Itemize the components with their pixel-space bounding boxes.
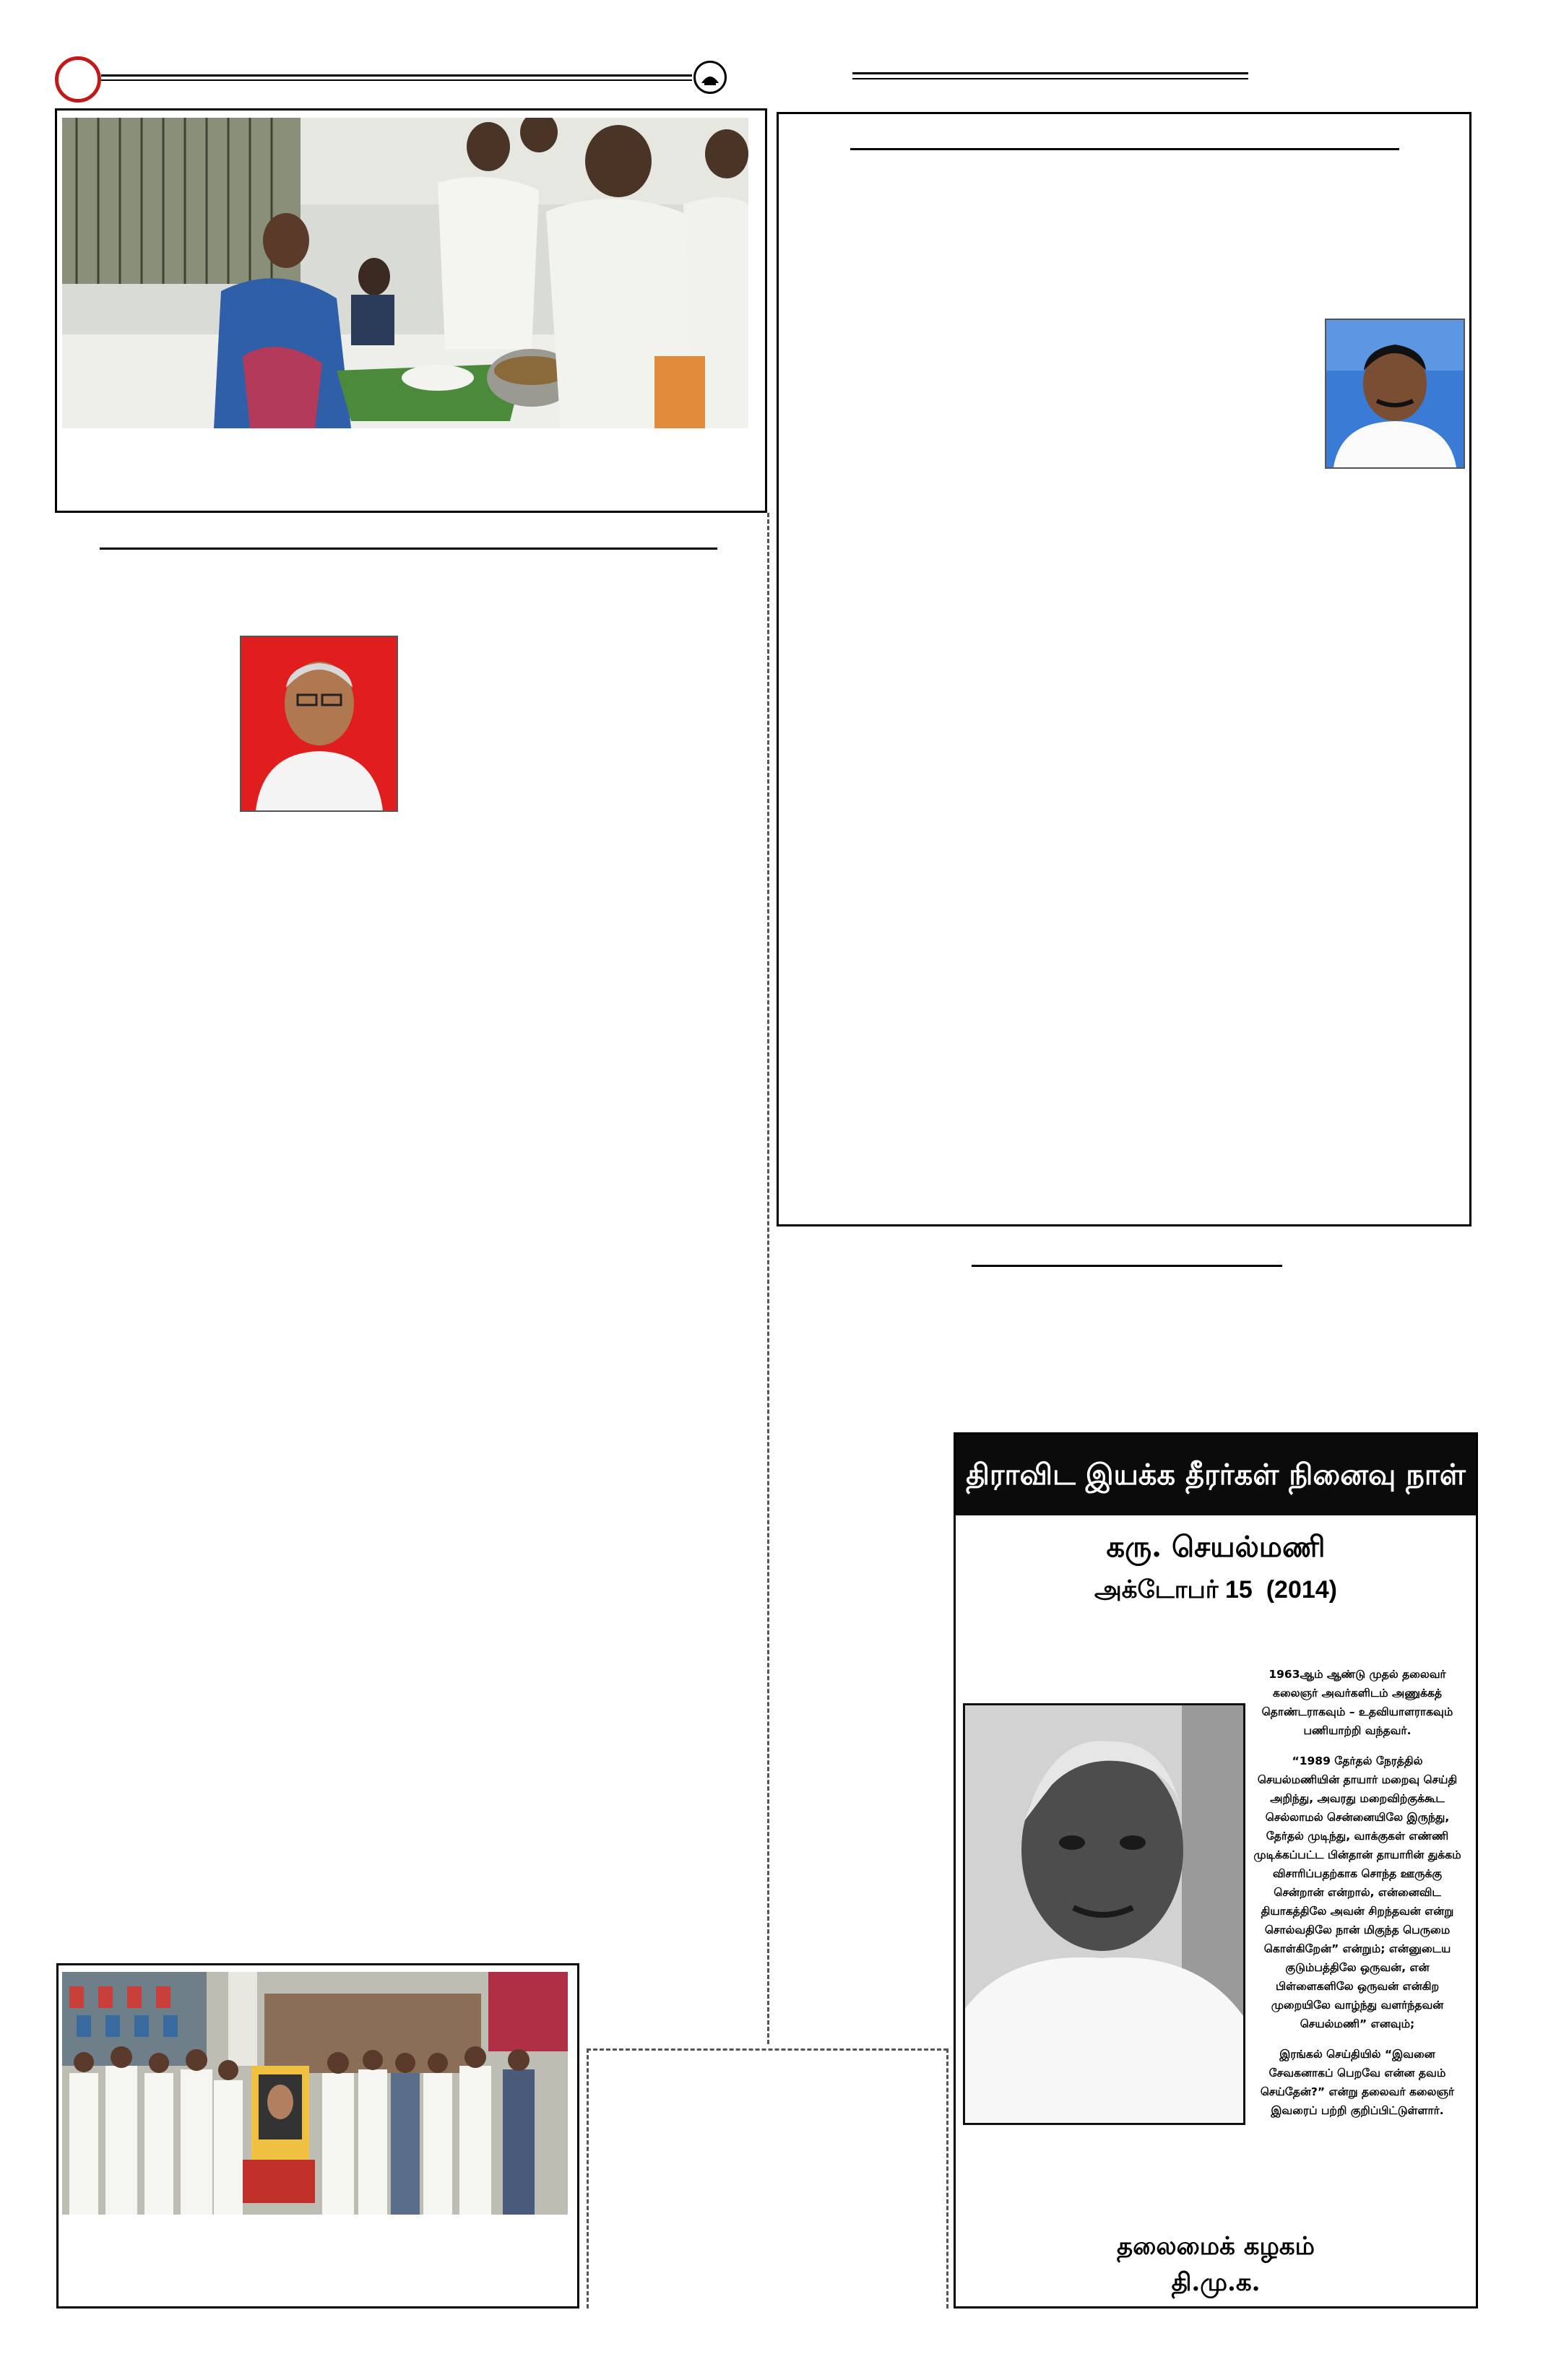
tribute-paragraph-3: இரங்கல் செய்தியில் “இவனை சேவகனாகப் பெறவே என்ன தவம் செய்தேன்?” என்று தலைவர் கலைஞர் இவரைப் பற்றி குறிப்பிட்டுள்ளார். — [1260, 2048, 1455, 2117]
tribute-paragraph-2: “1989 தேர்தல் நேரத்தில் செயல்மணியின் தாயார் மறைவு செய்தி அறிந்து, அவரது மறைவிற்குக்கூட செல்லாமல் சென்னையிலே இருந்து, தேர்தல் முடிந்து, வாக்குகள் எண்ணி முடிக்கப்பட்ட பின்தான் தாயாரின் துக்கம் விசாரிப்பதற்காக சொந்த ஊருக்கு சென்றான் என்றால், என்னைவிட தியாகத்திலே அவன் சிறந்தவன் என்று சொல்வதிலே நான் மிகுந்த பெருமை கொள்கிறேன்” என்றும்; என்னுடைய குடும்பத்திலே ஒருவன், என் பிள்ளைகளிலே ஒருவன் என்கிற முறையிலே வாழ்ந்து வளர்ந்தவன் செயல்மணி” எனவும்; — [1253, 1754, 1461, 2030]
tribute-paragraph-1: 1963ஆம் ஆண்டு முதல் தலைவர் கலைஞர் அவர்களிடம் அணுக்கத் தொண்டராகவும் – உதவியாளராகவும் பணியாற்றி வந்தவர். — [1261, 1668, 1453, 1737]
portrait-red-background — [240, 636, 398, 812]
rising-sun-icon — [693, 61, 727, 94]
header-rule-left-2 — [101, 79, 692, 81]
tribute-name: கரு. செயல்மணி — [1106, 1530, 1326, 1564]
header-rule-left — [101, 74, 692, 77]
group-tribute-photo — [62, 1972, 568, 2215]
portrait-blue-background — [1325, 319, 1465, 469]
right-top-article-box — [777, 112, 1471, 1226]
tribute-banner — [956, 1435, 1476, 1515]
tribute-footer-line1: தலைமைக் கழகம் — [1117, 2232, 1315, 2261]
left-section-rule — [100, 548, 717, 550]
tribute-banner-text: திராவிட இயக்க தீரர்கள் நினைவு நாள் — [966, 1458, 1466, 1492]
bottom-separator-vertical — [587, 2048, 589, 2308]
bottom-separator-vertical-2 — [946, 2048, 948, 2308]
header-rule-right-2 — [852, 78, 1248, 79]
tribute-description — [1252, 1665, 1463, 2132]
right-section-rule — [972, 1265, 1282, 1267]
tribute-date: அக்டோபர் 15 (2014) — [1094, 1576, 1337, 1604]
header-red-circle-icon — [55, 56, 101, 103]
food-serving-photo — [62, 118, 748, 428]
header-rule-right — [852, 72, 1248, 74]
column-separator — [767, 513, 769, 2044]
tribute-portrait-bw — [963, 1703, 1245, 2125]
bottom-separator-horizontal — [587, 2048, 948, 2051]
tribute-footer-line2: தி.மு.க. — [1171, 2268, 1261, 2297]
right-box-rule — [850, 148, 1399, 150]
